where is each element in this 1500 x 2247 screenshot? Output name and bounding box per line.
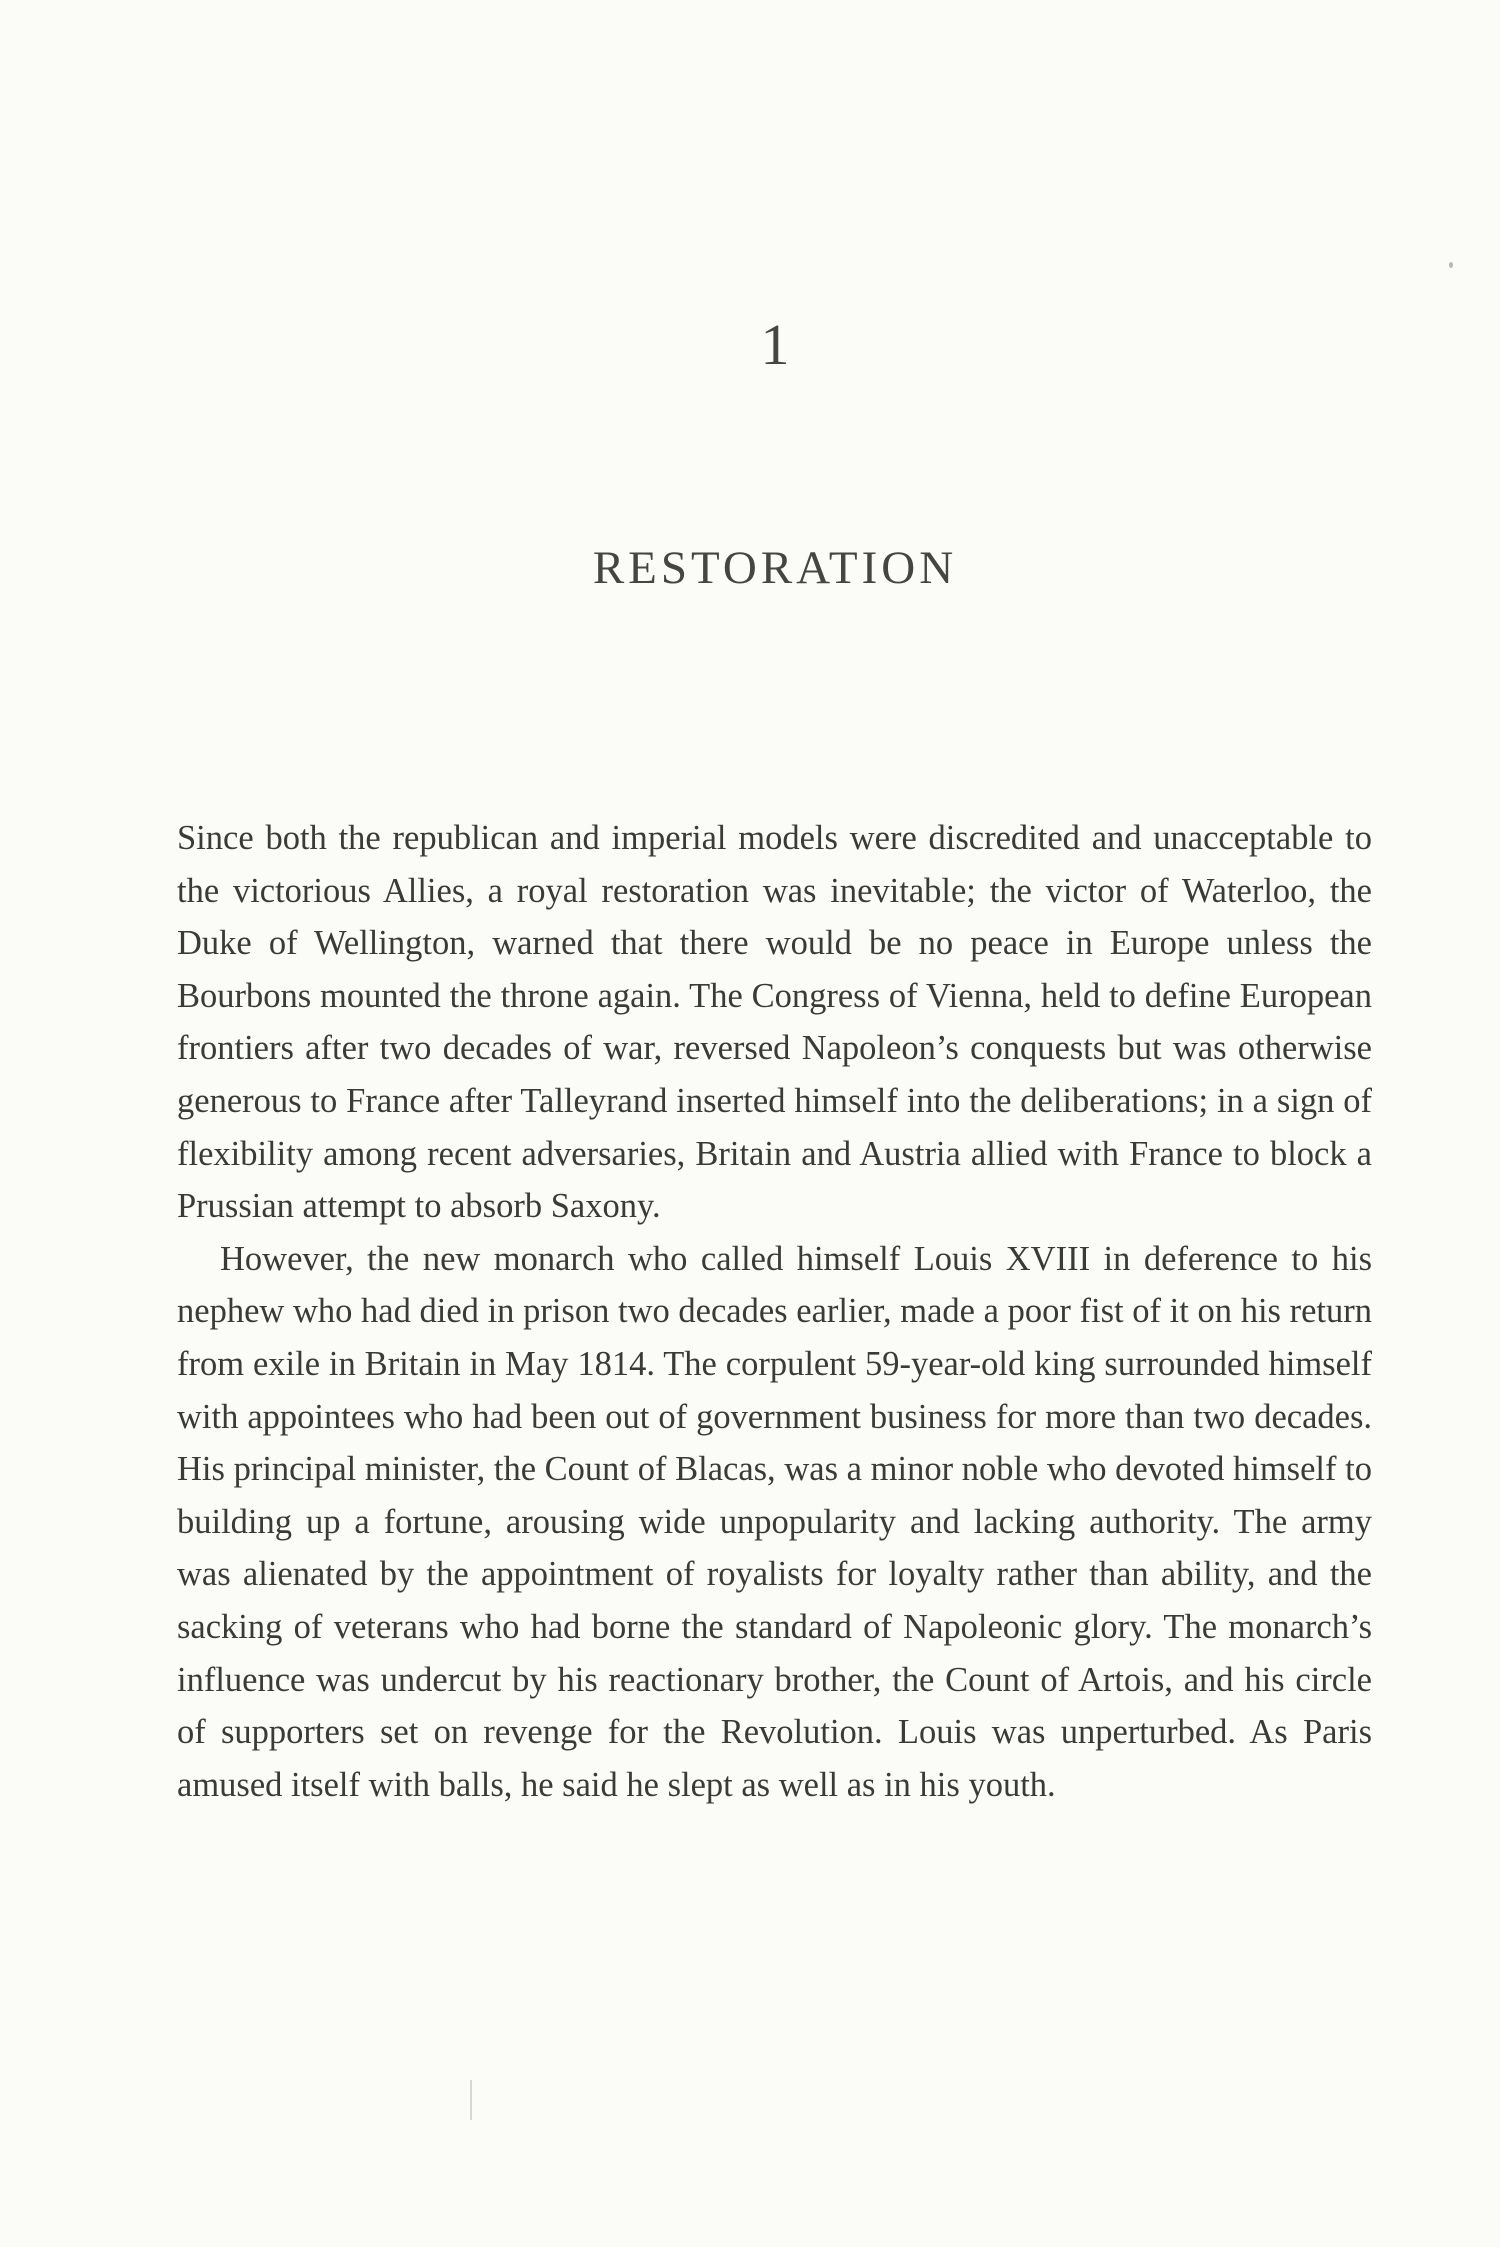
body-paragraph-2: However, the new monarch who called himself Louis XVIII in deference to his nephew who had died in prison two decades earlier, made a poor fist of it on his return from exile in Britain in May 1814. The corpulent 59-year-old king surrounded himself with appointees who had been out of government business for more than two decades. His principal minister, the Count of Blacas, was a minor noble who devoted himself to building up a fortune, arousing wide unpopularity and lacking authority. The army was alienated by the appointment of royalists for loyalty rather than ability, and the sacking of veterans who had borne the standard of Napoleonic glory. The monarch’s influence was undercut by his reactionary brother, the Count of Artois, and his circle of supporters set on revenge for the Revolution. Louis was unperturbed. As Paris amused itself with balls, he said he slept as well as in his youth. [177,1239,1372,1804]
scan-speck [1449,262,1453,268]
scan-margin-mark [470,2080,472,2120]
chapter-number: 1 [760,312,790,377]
body-paragraph-1: Since both the republican and imperial models were discredited and unacceptable to the victorious Allies, a royal restoration was inevitable; the victor of Waterloo, the Duke of Wellington, warned that there would be no peace in Europe unless the Bourbons mounted the throne again. The Congress of Vienna, held to define European frontiers after two decades of war, reversed Napoleon’s conquests but was otherwise generous to France after Talleyrand inserted himself into the deliberations; in a sign of flexibility among recent adversaries, Britain and Austria allied with France to block a Prussian attempt to absorb Saxony. [177,819,1372,1226]
chapter-body [177,812,1372,1811]
chapter-title: RESTORATION [592,542,958,594]
